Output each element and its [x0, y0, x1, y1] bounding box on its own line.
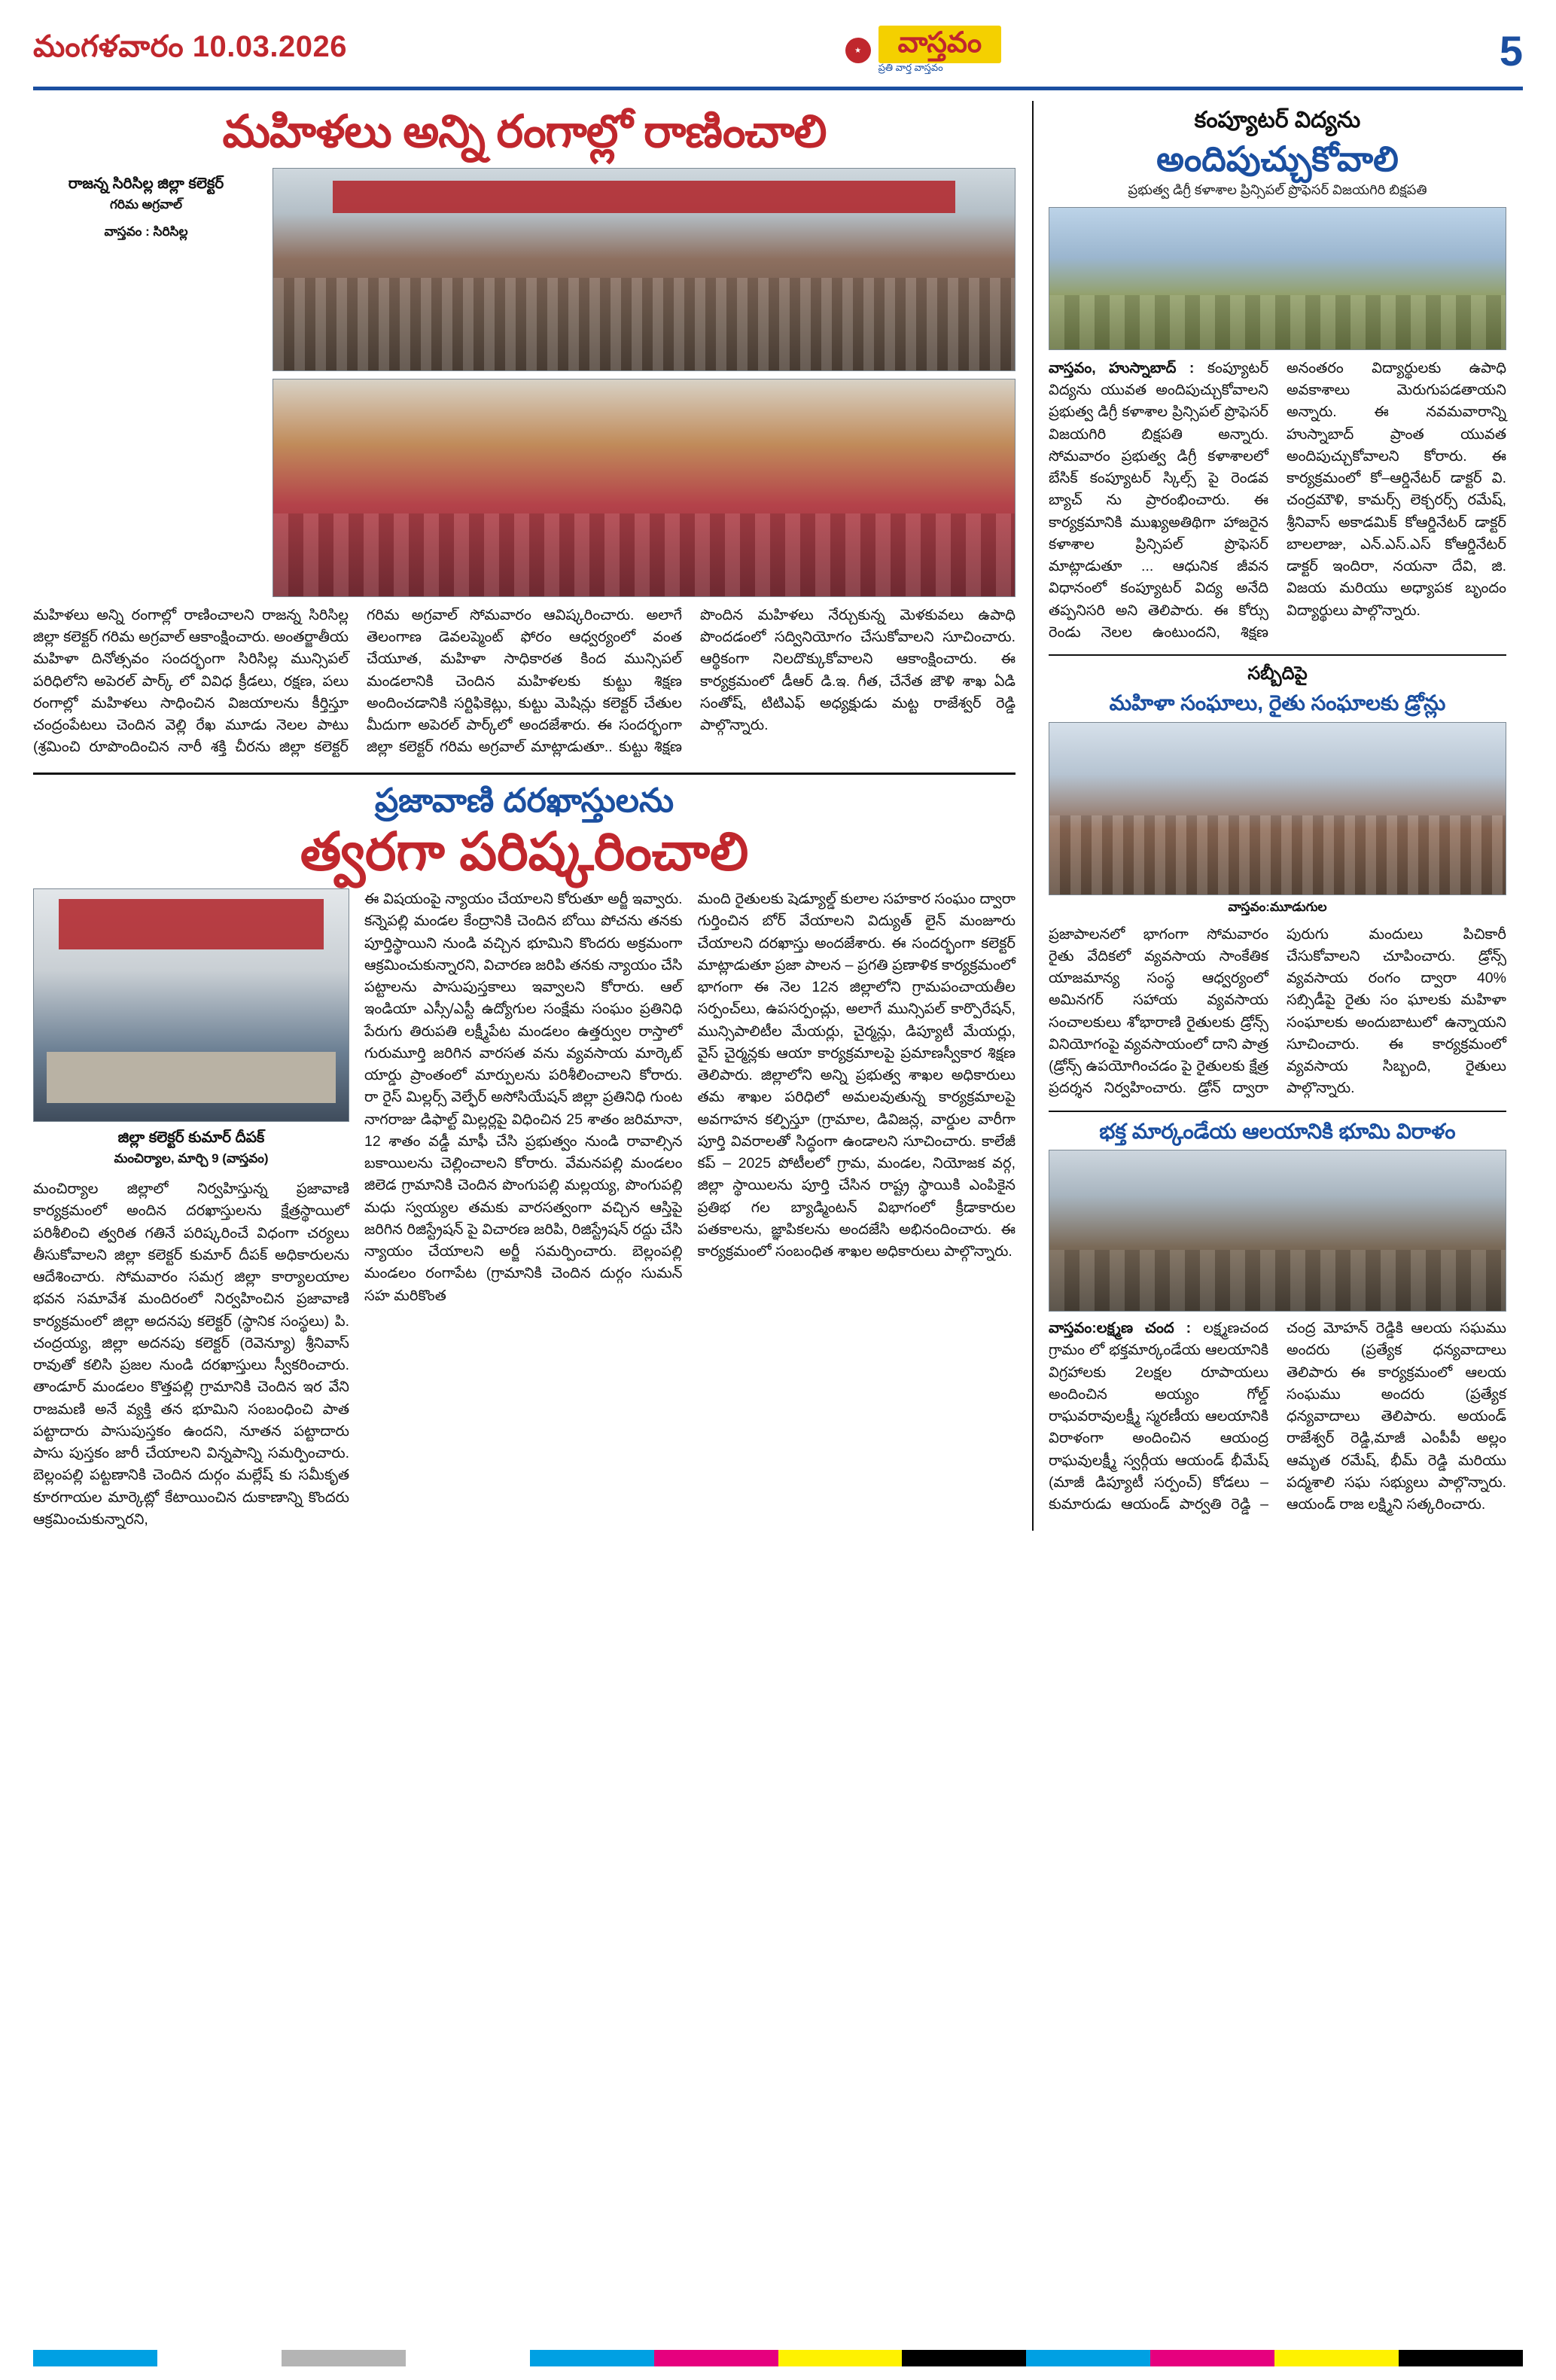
story1-headline: మహిళలు అన్ని రంగాల్లో రాణించాలి — [222, 105, 827, 157]
color-swatch — [1026, 2350, 1150, 2366]
color-swatch — [1399, 2350, 1523, 2366]
story2-kicker: ప్రజావాణి దరఖాస్తులను — [374, 782, 674, 819]
story3-headline: అందిపుచ్చుకోవాలి — [1156, 139, 1399, 178]
masthead-rule — [33, 87, 1523, 90]
color-swatch — [406, 2350, 530, 2366]
story4-caption: వాస్తవం:మూడుగుల — [1228, 899, 1327, 914]
story1-credit-line2: గరిమ అగ్రవాల్ — [109, 197, 183, 212]
main-column — [33, 101, 1016, 1531]
story5-headline: భక్త మార్కండేయ ఆలయానికి భూమి విరాళం — [1099, 1119, 1456, 1143]
publication-date: మంగళవారం 10.03.2026 — [33, 29, 347, 63]
logo-tagline: ప్రతి వార్త వాస్తవం — [878, 61, 943, 73]
story2-byline: జిల్లా కలెక్టర్ కుమార్ దీపక్ — [117, 1129, 265, 1147]
logo-title: వాస్తవం — [878, 26, 1002, 63]
story-women-achievement — [33, 105, 1016, 759]
story1-credit-line1: రాజన్న సిరిసిల్ల జిల్లా కలెక్టర్ — [68, 175, 224, 192]
story4-headline: మహిళా సంఘాలు, రైతు సంఘాలకు డ్రోన్లు — [1109, 691, 1446, 715]
story3-text: కంప్యూటర్ విద్యను యువత అందిపుచ్చుకోవాలని ప్రభుత్వ డిగ్రీ కళాశాల ప్రిన్సిపల్ ప్రొఫెసర్ విజయగిరి బిక్షపతి అన్నారు. సోమవారం ప్రభుత్వ డిగ్రీ కళాశాలలో బేసిక్ కంప్యూటర్ స్కిల్స్ పై రెండవ బ్యాచ్ ను ప్రారంభించారు. ఈ కార్యక్రమానికి ముఖ్యఅతిథిగా హాజరైన కళాశాల ప్రిన్సిపల్ ప్రొఫెసర్ మాట్లాడుతూ ... ఆధునిక జీవన విధానంలో కంప్యూటర్ విద్య అనేది తప్పనిసరి అని తెలిపారు. ఈ కోర్సు రెండు నెలల ఉంటుందని, శిక్షణ అనంతరం విద్యార్థులకు ఉపాధి అవకాశాలు మెరుగుపడతాయని అన్నారు. ఈ నవమవారాన్ని హుస్నాబాద్ ప్రాంత యువత అందిపుచ్చుకోవాలని కోరారు. ఈ కార్యక్రమంలో కో–ఆర్డినేటర్ డాక్టర్ వి. చంద్రమౌళి, కామర్స్ లెక్చరర్స్ రమేష్, శ్రీనివాస్ అకాడమిక్ కోఆర్డినేటర్ డాక్టర్ బాలలాజు, ఎన్.ఎస్.ఎస్ కోఆర్డినేటర్ డాక్టర్ ఇందిరా, నయనా దేవి, జి. విజయ మరియు అధ్యాపక బృందం విద్యార్థులు పాల్గొన్నారు. — [1049, 359, 1506, 641]
masthead — [33, 21, 1523, 84]
story2-headline: త్వరగా పరిష్కరించాలి — [300, 822, 749, 882]
divider-2 — [1049, 654, 1506, 656]
story2-col1: మంచిర్యాల జిల్లాలో నిర్వహిస్తున్న ప్రజావాణి కార్యక్రమంలో అందిన దరఖాస్తులను క్షేత్రస్థాయిలో పరిశీలించి త్వరిత గతినే పరిష్కరించే విధంగా చర్యలు తీసుకోవాలని జిల్లా కలెక్టర్ కుమార్ దీపక్ అధికారులను ఆదేశించారు. సోమవారం సమగ్ర జిల్లా కార్యాలయాల భవన సమావేశ మందిరంలో నిర్వహించిన ప్రజావాణి కార్యక్రమంలో జిల్లా అదనపు కలెక్టర్ (స్థానిక సంస్థలు) పి. చంద్రయ్య, జిల్లా అదనపు కలెక్టర్ (రెవెన్యూ) శ్రీనివాస్ రావుతో కలిసి ప్రజల నుండి దరఖాస్తులు స్వీకరించారు. తాండూర్ మండలం కొత్తపల్లి గ్రామానికి చెందిన ఇర వేని రాజమణి అనే వ్యక్తి తన భూమిని సంబంధించి పాత పట్టాదారు పాసుపుస్తకం ఉందని, నూతన పట్టాదారు పాసు పుస్తకం జారీ చేయాలని విన్నపాన్ని సమర్పించారు. బెల్లంపల్లి పట్టణానికి చెందిన దుర్గం మల్లేష్ కు సమీకృత కూరగాయల మార్కెట్లో కేటాయించిన దుకాణాన్ని కొందరు ఆక్రమించుకున్నారని, — [33, 1181, 349, 1528]
logo-badge-icon: ★ — [845, 38, 871, 63]
story5-caption: వాస్తవం:లక్ష్మణ చంద : — [1049, 1320, 1192, 1336]
story3-body — [1049, 358, 1506, 644]
color-swatch — [778, 2350, 903, 2366]
computer-lab-group-photo — [1049, 207, 1506, 350]
color-registration-bar — [33, 2350, 1523, 2366]
story3-subhead: ప్రభుత్వ డిగ్రీ కళాశాల ప్రిన్సిపల్ ప్రొఫెసర్ విజయగిరి బిక్షపతి — [1128, 181, 1427, 197]
story1-dateline: వాస్తవం : సిరిసిల్ల — [104, 224, 188, 239]
story-drones — [1049, 662, 1506, 1100]
story3-dateline: వాస్తవం, హుస్నాబాద్ : — [1049, 359, 1195, 376]
story2-byline-sub: మంచిర్యాల, మార్చి 9 (వాస్తవం) — [114, 1151, 269, 1166]
right-column — [1032, 101, 1506, 1531]
story-temple-donation — [1049, 1118, 1506, 1516]
color-swatch — [902, 2350, 1026, 2366]
color-swatch — [157, 2350, 282, 2366]
color-swatch — [1150, 2350, 1274, 2366]
color-swatch — [282, 2350, 406, 2366]
group-photo-women-felicitation — [273, 168, 1016, 371]
prajavani-meeting-photo — [33, 888, 349, 1122]
story5-body — [1049, 1318, 1506, 1516]
story5-text: లక్ష్మణచంద గ్రామం లో భక్తమార్కండేయ ఆలయానికి విగ్రహాలకు 2లక్షల రూపాయలు అందించిన అయ్యం గోల్డ్ రాఘవరావులక్ష్మీ స్మరణీయ ఆలయానికి విరాళంగా అందించిన ఆయంద్ర రాఘవులక్ష్మీ స్వర్గీయ ఆయండ్ భీమేష్ (మాజీ డిప్యూటీ సర్పంచ్) కోడలు –కుమారుడు ఆయండ్ పార్వతి రెడ్డి –చంద్ర మోహన్ రెడ్డికి ఆలయ సఘము అందరు (ప్రత్యేక ధన్యవాదాలు తెలిపారు ఈ కార్యక్రమంలో ఆలయ సంఘము అందరు (ప్రత్యేక ధన్యవాదాలు తెలిపారు. అయండ్ రాజేశ్వర్ రెడ్డి,మాజీ ఎంపీపీ అల్లం ఆమృత రమేష్, భీమ్ రెడ్డి మరియు పద్మశాలి సఘ సభ్యులు పాల్గొన్నారు. ఆయండ్ రాజ లక్ష్మిని సత్కరించారు. — [1049, 1320, 1506, 1513]
divider-1 — [33, 773, 1016, 775]
color-swatch — [1274, 2350, 1399, 2366]
story2-col3: మంది రైతులకు షెడ్యూల్డ్ కులాల సహకార సంఘం ద్వారా గుర్తించిన బోర్ వేయాలని విద్యుత్ లైన్ మంజూరు చేయాలని దరఖాస్తు అందజేశారు. ఈ సందర్భంగా కలెక్టర్ మాట్లాడుతూ ప్రజా పాలన – ప్రగతి ప్రణాళిక కార్యక్రమంలో భాగంగా ఈ నెల 12న జిల్లాలోని గ్రామపంచాయతీల సర్పంచ్‌లు, ఉపసర్పంచ్లు, అలాగే మున్సిపల్ కార్పొరేషన్, మున్సిపాలిటీల మేయర్లు, చైర్మన్లు, డిప్యూటీ మేయర్లు, వైస్ చైర్మన్లకు ఆయా కార్యక్రమాలపై ప్రమాణస్వీకార శిక్షణ తెలిపారు. జిల్లాలోని అన్ని ప్రభుత్వ శాఖల అధికారులు తమ శాఖల పరిధిలో అమలవుతున్న కార్యక్రమాలపై అవగాహన కల్పిస్తూ (గ్రామాల, డివిజన్ల, వార్డుల వారీగా పూర్తి వివరాలతో సిద్ధంగా ఉండాలని సూచించారు. కాలేజీ కప్ – 2025 పోటీలలో గ్రామ, మండల, నియోజక వర్గ, జిల్లా స్థాయిలను పూర్తి చేసిన రాష్ట్ర స్థాయికి ఎంపికైన ప్రతిభ గల బ్యాడ్మింటన్ విభాగంలో క్రీడాకారుల పతకాలను, జ్ఞాపికలను అందజేసి అభినందించారు. ఈ కార్యక్రమంలో సంబంధిత శాఖల అధికారులు పాల్గొన్నారు. — [697, 891, 1016, 1260]
story3-kicker: కంప్యూటర్ విద్యను — [1194, 107, 1361, 133]
story4-kicker: సబ్బీదిపై — [1247, 663, 1308, 684]
drone-demonstration-photo — [1049, 722, 1506, 895]
color-swatch — [654, 2350, 778, 2366]
story1-body: మహిళలు అన్ని రంగాల్లో రాణించాలని రాజన్న సిరిసిల్ల జిల్లా కలెక్టర్ గరిమ అగ్రవాల్ ఆకాంక్షించారు. అంతర్జాతీయ మహిళా దినోత్సవం సందర్భంగా సిరిసిల్ల మున్సిపల్ పరిధిలోని అపెరల్ పార్క్ లో వివిధ క్రీడలు, రక్షణ, పలు రంగాల్లో మహిళలు సాధించిన విజయాలను కీర్తిస్తూ చంద్రంపేటలు చెందిన వెల్లి రేఖ మూడు నెలల పాటు (శ్రమించి రూపొందించిన నారీ శక్తి చీరను జిల్లా కలెక్టర్ గరిమ అగ్రవాల్ సోమవారం ఆవిష్కరించారు. అలాగే తెలంగాణ డెవలప్మెంట్ ఫోరం ఆధ్వర్యంలో వంత చేయూత, మహిళా సాధికారత కింద మున్సిపల్ మండలానికి చెందిన మహిళలకు కుట్టు శిక్షణ అందించడానికి సర్టిఫికెట్లు, కుట్టు మెషిన్లు కలెక్టర్ చేతుల మీదుగా అపెరల్ పార్క్‌లో అందజేశారు. ఈ సందర్భంగా జిల్లా కలెక్టర్ గరిమ అగ్రవాల్ మాట్లాడుతూ.. కుట్టు శిక్షణ పొందిన మహిళలు నేర్చుకున్న మెళకువలు ఉపాధి పొందడంలో సద్వినియోగం చేసుకోవాలని సూచించారు. ఆర్థికంగా నిలదొక్కుకోవాలని ఆకాంక్షించారు. ఈ కార్యక్రమంలో డీఆర్ డి.ఇ. గీత, చేనేత జౌళి శాఖ ఏడి సంతోష్, టిటిఎఫ్ అధ్యక్షుడు మట్ట రాజేశ్వర్ రెడ్డి పాల్గొన్నారు. — [33, 606, 1016, 756]
story-computer-education — [1049, 105, 1506, 644]
page-number: 5 — [1499, 26, 1523, 75]
page-content — [33, 101, 1523, 1531]
color-swatch — [530, 2350, 654, 2366]
temple-land-donation-photo — [1049, 1150, 1506, 1312]
story-prajavani — [33, 782, 1016, 1531]
story4-body: ప్రజాపాలనలో భాగంగా సోమవారం రైతు వేదికలో వ్యవసాయ సాంకేతిక యాజమాన్య సంస్థ ఆధ్వర్యంలో అమినగర్ సహాయ వ్యవసాయ సంచాలకులు శోభారాణి రైతులకు డ్రోన్స్ వినియోగంపై వ్యవసాయంలో దాని పాత్ర (డ్రోన్స్ ఉపయోగించడం పై రైతులకు క్షేత్ర ప్రదర్శన నిర్వహించారు. డ్రోన్ ద్వారా పురుగు మందులు పిచికారీ చేసుకోవాలని చూపించారు. డ్రోన్స్ వ్యవసాయ రంగం ద్వారా 40% సబ్సిడీపై రైతు సం ఘాలకు మహిళా సంఘాలకు అందుబాటులో ఉన్నాయని సూచించారు. ఈ కార్యక్రమంలో వ్యవసాయ సిబ్బంది, రైతులు పాల్గొన్నారు. — [1049, 925, 1506, 1097]
color-swatch — [33, 2350, 157, 2366]
saree-launch-photo — [273, 379, 1016, 597]
story2-col2: ఈ విషయంపై న్యాయం చేయాలని కోరుతూ అర్జీ ఇవ్వారు. కన్నెపల్లి మండల కేంద్రానికి చెందిన బోయి పోచను తనకు పూర్తిస్థాయిని నుండి వచ్చిన భూమిని కొందరు అక్రమంగా ఆక్రమించుకున్నారని, విచారణ జరిపి తనకు న్యాయం చేసి పట్టాలను పాసుపుస్తకాలు ఇవ్వాలని కోరారు. ఆల్ ఇండియా ఎస్సీ/ఎస్టీ ఉద్యోగుల సంక్షేమ సంఘం ప్రతినిధి పేరుగు తిరుపతి లక్ష్మీపేట మండలం ఉత్తర్వుల రాస్తాలో గురుమూర్తి జరిగిన వారసత వను వ్యవసాయ మార్కెట్ యార్డు ప్రాంతంలో మార్పులను పరిశీలించాలని కోరారు. రా రైస్ మిల్లర్స్ వెల్ఫేర్ అసోసియేషన్ జిల్లా ప్రతినిధి గుంట నాగరాజు డిఫాల్ట్ మిల్లర్లపై విధించిన 25 శాతం జరిమానా, 12 శాతం వడ్డీ మాఫీ చేసి ప్రభుత్వం నుండి రావాల్సిన బకాయిలను చెల్లించాలని కోరారు. వేమనపల్లి మండలం జిలెడ గ్రామానికి చెందిన పొంగుపల్లి మల్లయ్య, పొంగుపల్లి మధు స్వయ్యల తమకు వారసత్వంగా వచ్చిన ఆస్తిపై జరిగిన రిజిస్ట్రేషన్ పై విచారణ జరిపి, రిజిస్ట్రేషన్ రద్దు చేసి న్యాయం చేయాలని అర్జీ సమర్పించారు. బెల్లంపల్లి మండలం రంగాపేట (గ్రామానికి చెందిన దుర్గం సుమన్ సహ మరికొంత — [364, 891, 683, 1304]
divider-3 — [1049, 1111, 1506, 1112]
newspaper-logo — [845, 26, 1002, 76]
